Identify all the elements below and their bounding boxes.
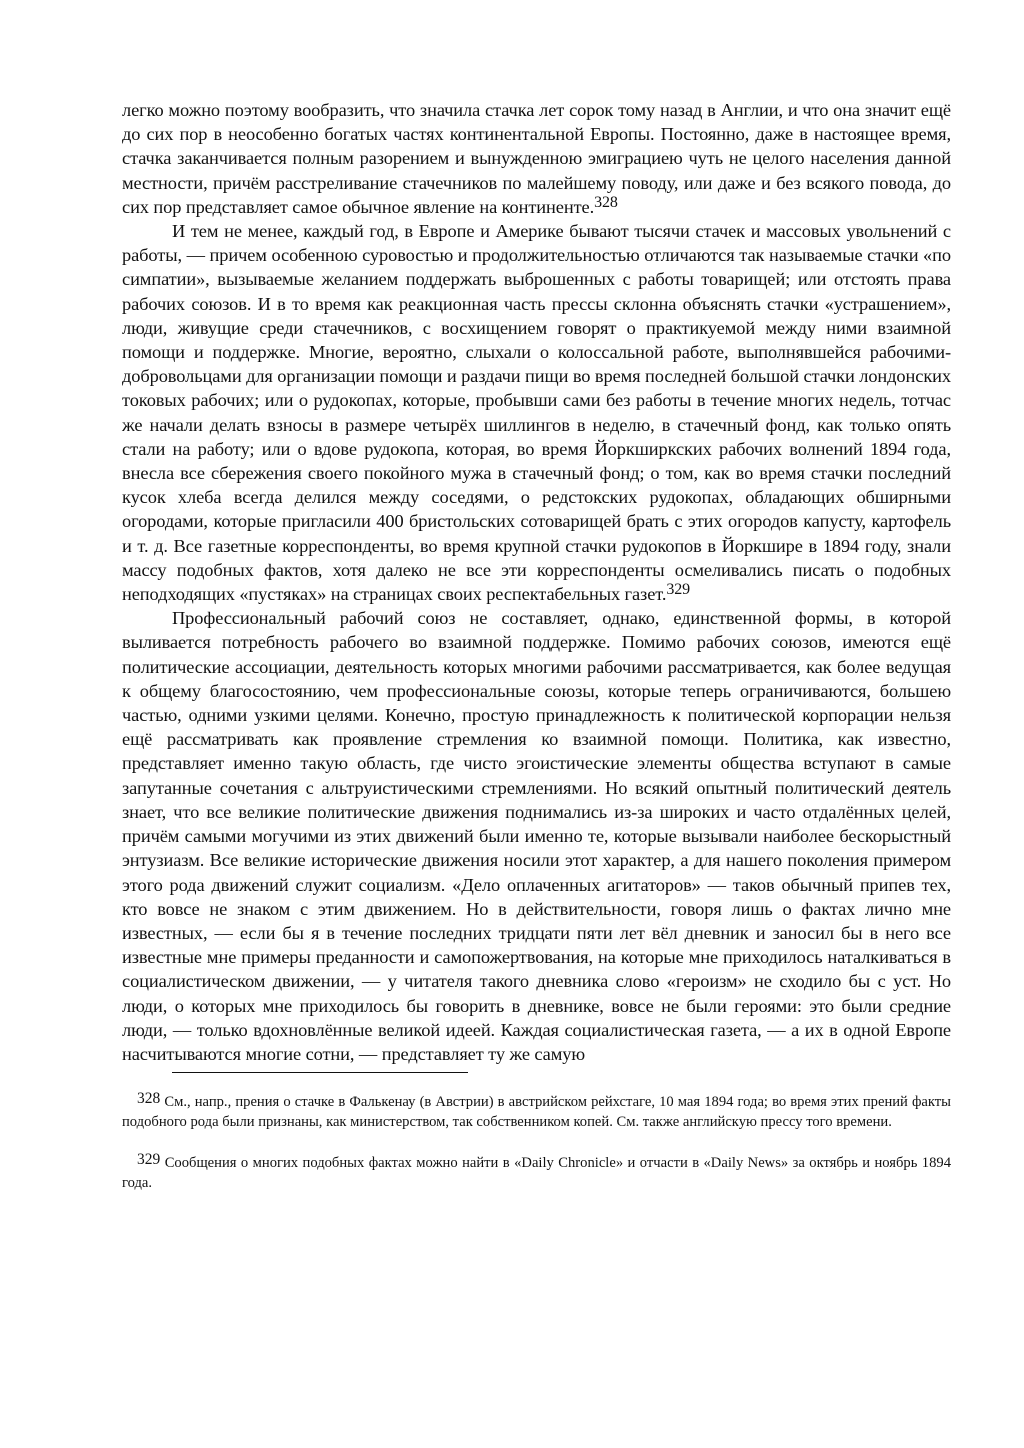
footnote-ref-329[interactable]: 329 [666,581,691,599]
footnotes [122,1089,951,1193]
footnote-separator [172,1072,468,1073]
paragraph-2 [122,219,951,606]
paragraph-3 [122,606,951,1066]
footnote-number: 329 [137,1151,161,1169]
paragraph-1-text: легко можно поэтому вообразить, что значила стачка лет сорок тому назад в Англии, и что она значит ещё до сих пор в неособенно богатых частях континентальной Европы. Постоянно, даже в настоящее время, стачка заканчивается полным разорением и вынужденною эмиграциею чуть не целого населения данной местности, причём расстреливание стачечников по малейшему поводу, или даже и без всякого повода, до сих пор представляет самое обычное явление на континенте. [122,100,951,217]
document-page [122,98,951,1211]
footnote-number: 328 [137,1090,161,1108]
paragraph-1 [122,98,951,219]
footnote-329 [122,1150,951,1193]
footnote-ref-328[interactable]: 328 [594,193,618,211]
paragraph-3-text: Профессиональный рабочий союз не составляет, однако, единственной формы, в которой выливается потребность рабочего во взаимной поддержке. Помимо рабочих союзов, имеются ещё политические ассоциации, деятельность которых многими рабочими рассматривается, как более ведущая к общему благосостоянию, чем профессиональные союзы, которые теперь ограничиваются, большею частью, одними узкими целями. Конечно, простую принадлежность к политической корпорации нельзя ещё рассматривать как проявление стремления ко взаимной помощи. Политика, как известно, представляет именно такую область, где чисто эгоистические элементы общества вступают в самые запутанные сочетания с альтруистическими стремлениями. Но всякий опытный политический деятель знает, что все великие политические движения поднимались из-за широких и часто отдалённых целей, причём самыми могучими из этих движений были именно те, которые вызывали наиболее бескорыстный энтузиазм. Все великие исторические движения носили этот характер, а для нашего поколения примером этого рода движений служит социализм. «Дело оплаченных агитаторов» — таков обычный припев тех, кто вовсе не знаком с этим движением. Но в действительности, говоря лишь о фактах лично мне известных, — если бы я в течение последних тридцати пяти лет вёл дневник и заносил бы в него все известные мне примеры преданности и самопожертвования, на которые мне приходилось наталкиваться в социалистическом движении, — у читателя такого дневника слово «героизм» не сходило бы с уст. Но люди, о которых мне приходилось бы говорить в дневнике, вовсе не были героями: это были средние люди, — только вдохновлённые великой идеей. Каждая социалистическая газета, — а их в одной Европе насчитываются многие сотни, — представляет ту же самую [122,608,951,1064]
paragraph-2-text: И тем не менее, каждый год, в Европе и Америке бывают тысячи стачек и массовых увольнений с работы, — причем особенною суровостью и продолжительностью отличаются так называемые стачки «по симпатии», вызываемые желанием поддержать выброшенных с работы товарищей; или отстоять права рабочих союзов. И в то время как реакционная часть прессы склонна объяснять стачки «устрашением», люди, живущие среди стачечников, с восхищением говорят о практикуемой между ними взаимной помощи и поддержке. Многие, вероятно, слыхали о колоссальной работе, выполнявшейся рабочими-добровольцами для организации помощи и раздачи пищи во время последней большой стачки лондонских токовых рабочих; или о рудокопах, которые, пробывши сами без работы в течение многих недель, тотчас же начали делать взносы в размере четырёх шиллингов в неделю, в стачечный фонд, как только опять стали на работу; или о вдове рудокопа, которая, во время Йоркширкских рабочих волнений 1894 года, внесла все сбережения своего покойного мужа в стачечный фонд; о том, как во время стачки последний кусок хлеба всегда делился между соседями, о редстокских рудокопах, обладающих обширными огородами, которые пригласили 400 бристольских сотоварищей брать с этих огородов капусту, картофель и т. д. Все газетные корреспонденты, во время крупной стачки рудокопов в Йоркшире в 1894 году, знали массу подобных фактов, хотя далеко не все эти корреспонденты осмеливались писать о подобных неподходящих «пустяках» на страницах своих респектабельных газет. [122,221,951,605]
main-text [122,98,951,1066]
footnote-text: Сообщения о многих подобных фактах можно найти в «Daily Chronicle» и отчасти в «Daily News» за октябрь и ноябрь 1894 года. [122,1155,951,1192]
footnote-text: См., напр., прения о стачке в Фалькенау (в Австрии) в австрийском рейхстаге, 10 мая 1894 года; во время этих прений факты подобного рода были признаны, как министерством, так собственником копей. См. также английскую прессу того времени. [122,1094,951,1131]
footnote-328 [122,1089,951,1132]
